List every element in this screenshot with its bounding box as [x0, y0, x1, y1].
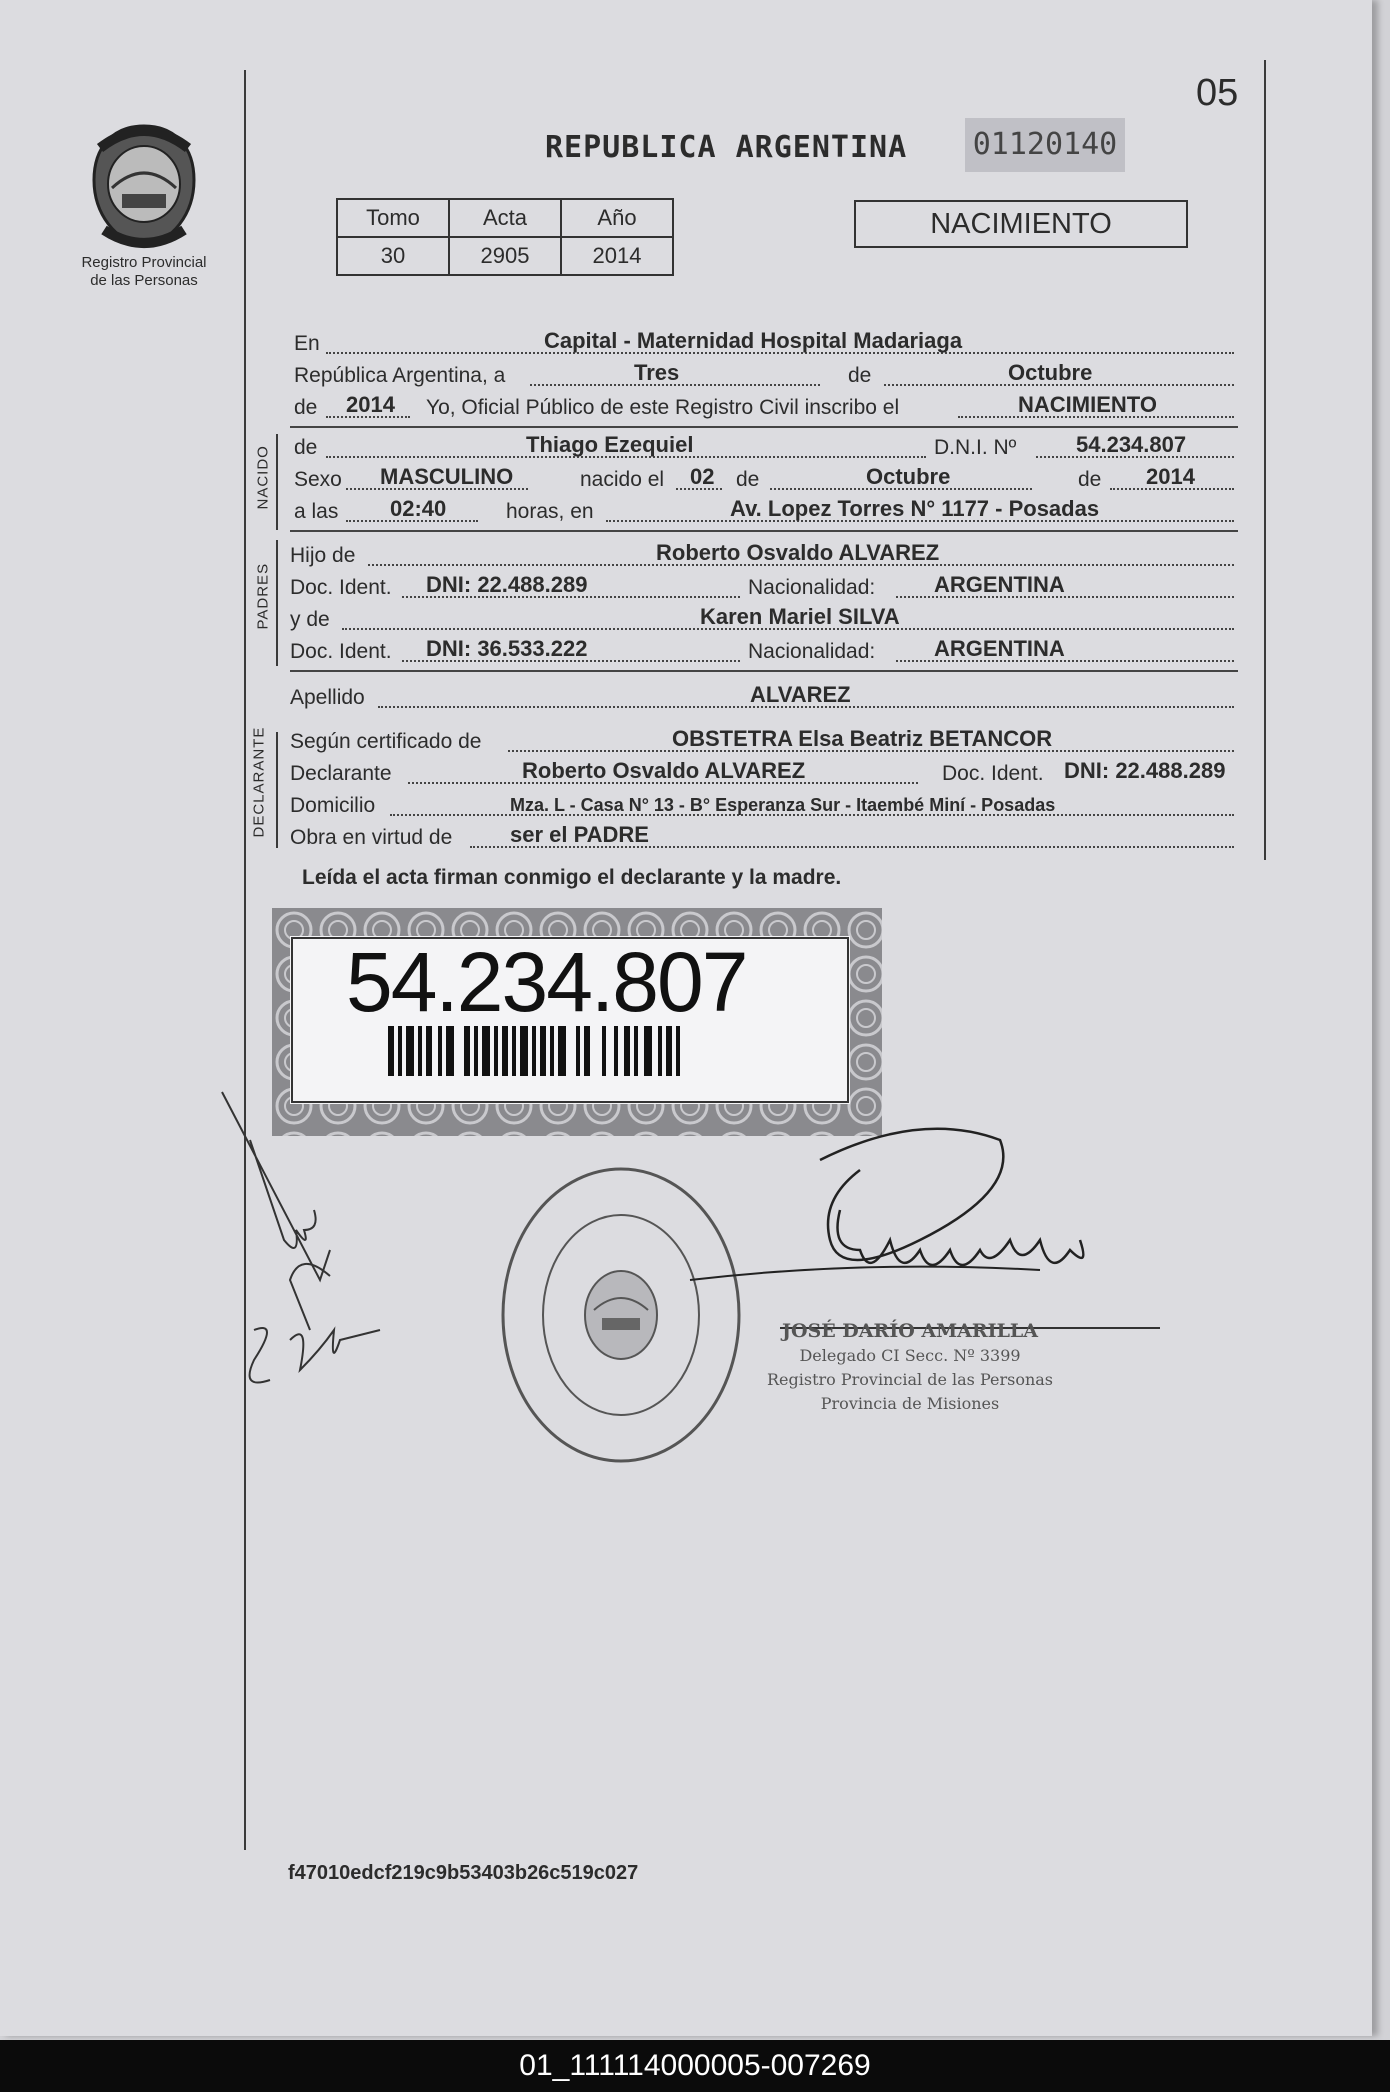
value-acta: 2905 — [449, 237, 561, 275]
provincial-seal-logo — [86, 118, 202, 250]
file-id-bar: 01_111114000005-007269 — [0, 2040, 1390, 2092]
value-certificate: OBSTETRA Elsa Beatriz BETANCOR — [672, 726, 1053, 751]
country-title: REPUBLICA ARGENTINA — [545, 130, 908, 165]
label-yo: Yo, Oficial Público de este Registro Civil inscribo el — [426, 396, 900, 419]
official-registry: Registro Provincial de las Personas — [766, 1370, 1054, 1389]
section-padres: PADRES — [254, 562, 272, 630]
label-republica: República Argentina, a — [294, 364, 506, 387]
value-mother: Karen Mariel SILVA — [700, 604, 900, 629]
label-horas-en: horas, en — [506, 500, 594, 523]
header-tomo: Tomo — [337, 199, 449, 237]
value-day-word: Tres — [634, 360, 680, 385]
value-declarant: Roberto Osvaldo ALVAREZ — [522, 758, 806, 783]
official-province: Provincia de Misiones — [820, 1394, 1000, 1413]
value-declarant-doc: DNI: 22.488.289 — [1064, 758, 1226, 783]
row-father — [290, 538, 1238, 570]
value-birth-year: 2014 — [1146, 464, 1195, 489]
act-type-box: NACIMIENTO — [854, 200, 1188, 248]
label-y-de: y de — [290, 608, 330, 631]
mother-signature — [210, 1080, 410, 1420]
official-name: JOSÉ DARÍO AMARILLA — [781, 1320, 1039, 1342]
label-segun: Según certificado de — [290, 730, 482, 753]
label-doc-ident-2: Doc. Ident. — [290, 640, 392, 663]
section-nacido: NACIDO — [254, 445, 272, 510]
row-surname — [290, 680, 1238, 712]
value-sex: MASCULINO — [380, 464, 514, 489]
value-place: Capital - Maternidad Hospital Madariaga — [544, 328, 963, 353]
official-signature — [660, 1120, 1180, 1350]
value-capacity: ser el PADRE — [510, 822, 649, 847]
row-name — [290, 430, 1238, 462]
value-surname: ALVAREZ — [750, 682, 851, 707]
value-father: Roberto Osvaldo ALVAREZ — [656, 540, 940, 565]
closing-statement: Leída el acta firman conmigo el declarante y la madre. — [302, 866, 842, 889]
label-de-4: de — [736, 468, 760, 491]
label-declarante: Declarante — [290, 762, 392, 785]
divider — [290, 426, 1238, 428]
value-father-nationality: ARGENTINA — [934, 572, 1065, 597]
row-sex — [290, 462, 1238, 494]
value-dni: 54.234.807 — [1076, 432, 1187, 457]
section-declarante: DECLARANTE — [250, 726, 268, 838]
value-month: Octubre — [1008, 360, 1093, 385]
value-birth-month: Octubre — [866, 464, 951, 489]
right-margin-line — [1264, 60, 1266, 860]
reference-table — [336, 198, 674, 276]
label-sexo: Sexo — [294, 468, 342, 491]
row-certificate — [290, 724, 1238, 756]
value-act-type: NACIMIENTO — [1018, 392, 1157, 417]
row-capacity — [290, 820, 1238, 852]
row-father-doc — [290, 570, 1238, 602]
label-hijo-de: Hijo de — [290, 544, 356, 567]
label-nacido-el: nacido el — [580, 468, 665, 491]
label-apellido: Apellido — [290, 686, 365, 709]
value-name: Thiago Ezequiel — [526, 432, 694, 457]
row-time — [290, 494, 1238, 526]
label-de-2: de — [294, 396, 318, 419]
official-title: Delegado CI Secc. Nº 3399 — [799, 1346, 1021, 1365]
label-nacionalidad: Nacionalidad: — [748, 576, 876, 599]
label-a-las: a las — [294, 500, 339, 523]
label-nacionalidad-2: Nacionalidad: — [748, 640, 876, 663]
document-hash: f47010edcf219c9b53403b26c519c027 — [288, 1862, 639, 1884]
header-acta: Acta — [449, 199, 561, 237]
label-doc-ident-3: Doc. Ident. — [942, 762, 1044, 785]
dni-sticker-number: 54.234.807 — [346, 935, 747, 1029]
row-date — [290, 358, 1238, 390]
value-mother-nationality: ARGENTINA — [934, 636, 1065, 661]
value-anio: 2014 — [561, 237, 673, 275]
header-anio: Año — [561, 199, 673, 237]
row-mother — [290, 602, 1238, 634]
value-address: Mza. L - Casa N° 13 - B° Esperanza Sur - Itaembé Miní - Posadas — [510, 795, 1056, 815]
row-place — [290, 326, 1238, 358]
label-dni: D.N.I. Nº — [934, 436, 1017, 459]
label-de-3: de — [294, 436, 318, 459]
value-year: 2014 — [346, 392, 395, 417]
row-mother-doc — [290, 634, 1238, 666]
label-domicilio: Domicilio — [290, 794, 376, 817]
label-de-5: de — [1078, 468, 1102, 491]
value-birth-day: 02 — [690, 464, 715, 489]
margin-line — [244, 70, 246, 1850]
row-declarant — [290, 756, 1238, 788]
row-year — [290, 390, 1238, 422]
value-tomo: 30 — [337, 237, 449, 275]
label-de: de — [848, 364, 872, 387]
label-obra: Obra en virtud de — [290, 826, 453, 849]
page-number: 05 — [1196, 72, 1239, 114]
value-father-doc: DNI: 22.488.289 — [426, 572, 588, 597]
label-en: En — [294, 332, 320, 355]
value-birth-place: Av. Lopez Torres N° 1177 - Posadas — [730, 496, 1100, 521]
value-mother-doc: DNI: 36.533.222 — [426, 636, 588, 661]
label-doc-ident: Doc. Ident. — [290, 576, 392, 599]
row-address — [290, 788, 1238, 820]
value-time: 02:40 — [390, 496, 447, 521]
organization-name: Registro Provincial de las Personas — [81, 254, 207, 289]
serial-stamp: 01120140 — [965, 118, 1125, 172]
